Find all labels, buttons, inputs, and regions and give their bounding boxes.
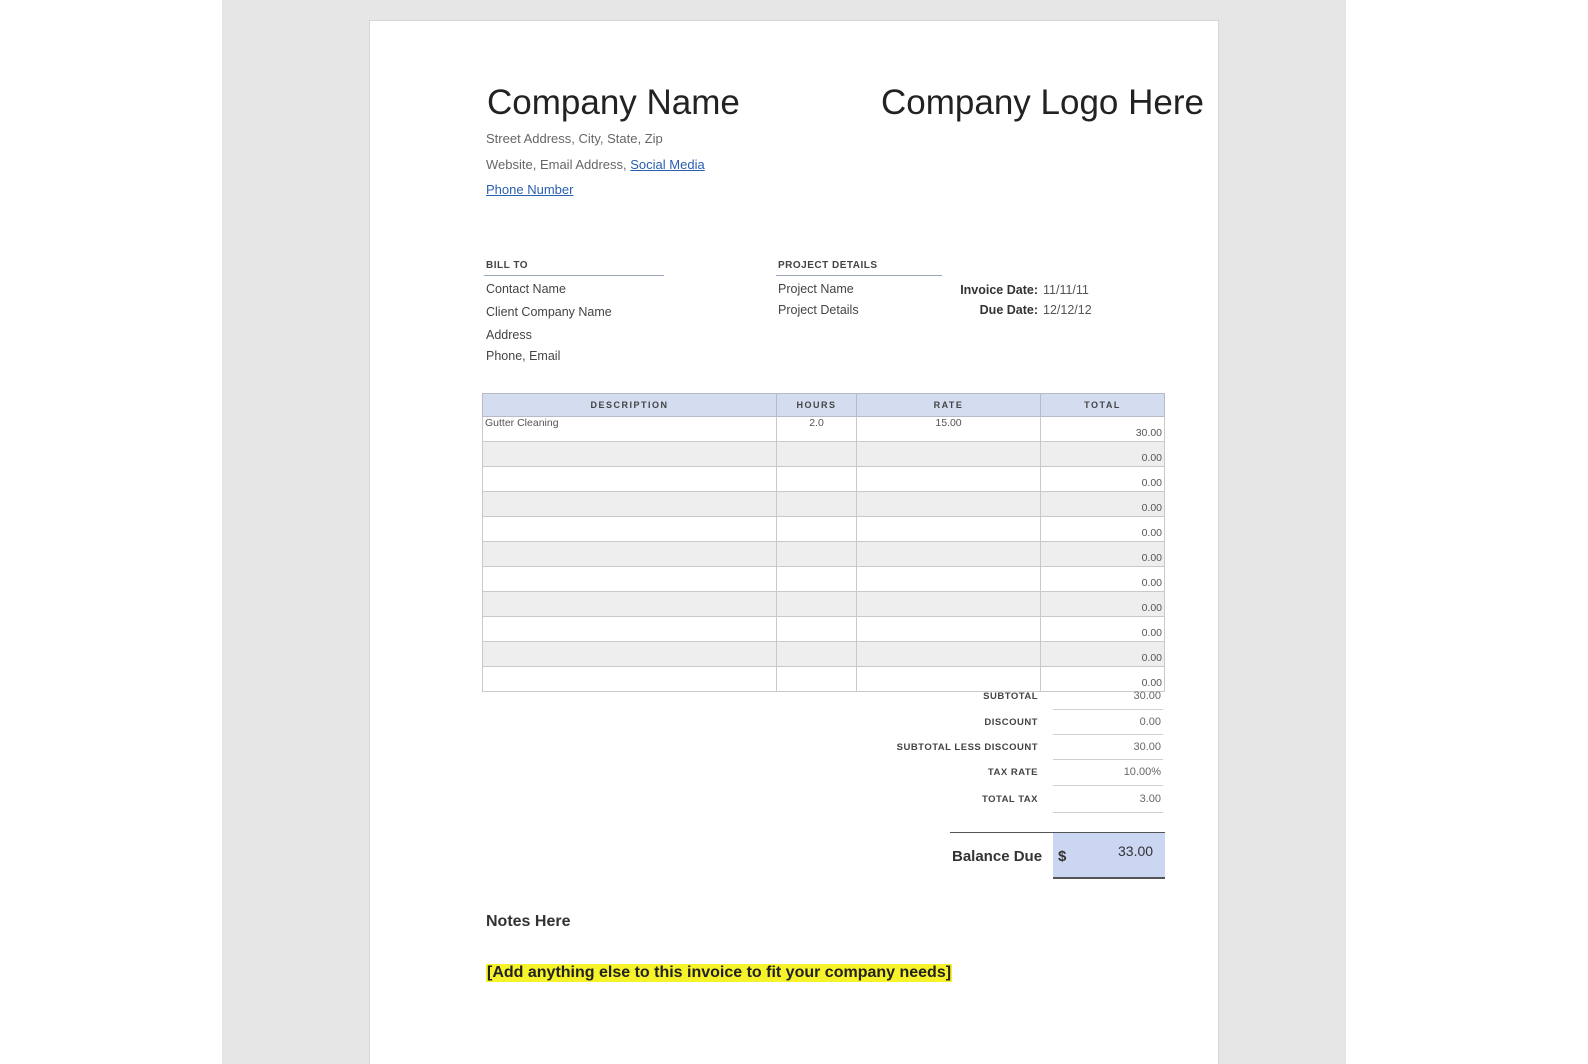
cell-total: 0.00 bbox=[1041, 542, 1165, 567]
subtotal-label: SUBTOTAL bbox=[983, 691, 1038, 702]
cell-hours[interactable] bbox=[777, 592, 857, 617]
cell-description[interactable]: Gutter Cleaning bbox=[483, 417, 777, 442]
discount-label: DISCOUNT bbox=[984, 717, 1038, 728]
company-name: Company Name bbox=[487, 83, 740, 122]
subtotal-rule bbox=[1053, 709, 1163, 710]
cell-total: 0.00 bbox=[1041, 567, 1165, 592]
balance-currency-symbol: $ bbox=[1058, 848, 1067, 865]
table-header-row bbox=[483, 394, 1165, 417]
cell-description[interactable] bbox=[483, 642, 777, 667]
project-details: Project Details bbox=[778, 303, 859, 317]
cell-rate[interactable] bbox=[857, 592, 1041, 617]
table-row bbox=[483, 492, 1165, 517]
cell-description[interactable] bbox=[483, 592, 777, 617]
cell-description[interactable] bbox=[483, 567, 777, 592]
bill-to-heading: BILL TO bbox=[486, 260, 529, 271]
cell-rate[interactable] bbox=[857, 442, 1041, 467]
cell-total: 0.00 bbox=[1041, 442, 1165, 467]
subtotal-less-rule bbox=[1053, 759, 1163, 760]
cell-description[interactable] bbox=[483, 492, 777, 517]
total-tax-label: TOTAL TAX bbox=[981, 794, 1038, 805]
phone-number-link[interactable]: Phone Number bbox=[486, 182, 574, 197]
cell-description[interactable] bbox=[483, 617, 777, 642]
invoice-date-label: Invoice Date: bbox=[960, 283, 1038, 297]
cell-hours[interactable] bbox=[777, 567, 857, 592]
cell-rate[interactable]: 15.00 bbox=[857, 417, 1041, 442]
cell-description[interactable] bbox=[483, 467, 777, 492]
invoice-page bbox=[369, 20, 1219, 1064]
table-row bbox=[483, 542, 1165, 567]
table-row bbox=[483, 567, 1165, 592]
cell-hours[interactable] bbox=[777, 617, 857, 642]
cell-hours[interactable] bbox=[777, 442, 857, 467]
document-viewer bbox=[222, 0, 1346, 1064]
cell-hours[interactable] bbox=[777, 667, 857, 692]
cell-total: 0.00 bbox=[1041, 667, 1165, 692]
line-items-table bbox=[482, 393, 1165, 692]
bill-to-company: Client Company Name bbox=[486, 305, 612, 319]
cell-total: 0.00 bbox=[1041, 642, 1165, 667]
project-details-divider bbox=[776, 275, 942, 276]
cell-hours[interactable] bbox=[777, 492, 857, 517]
invoice-date-value: 11/11/11 bbox=[1043, 283, 1089, 297]
balance-due-amount: 33.00 bbox=[1118, 843, 1154, 859]
cell-total: 0.00 bbox=[1041, 517, 1165, 542]
cell-rate[interactable] bbox=[857, 517, 1041, 542]
column-header-description: DESCRIPTION bbox=[483, 394, 777, 417]
column-header-total: TOTAL bbox=[1041, 394, 1165, 417]
cell-description[interactable] bbox=[483, 542, 777, 567]
tax-rate-label: TAX RATE bbox=[987, 767, 1038, 778]
balance-due-label: Balance Due bbox=[952, 848, 1043, 865]
table-row bbox=[483, 667, 1165, 692]
company-contact-line bbox=[486, 157, 705, 172]
table-row bbox=[483, 617, 1165, 642]
bill-to-contact: Contact Name bbox=[486, 282, 566, 296]
table-row bbox=[483, 642, 1165, 667]
cell-hours[interactable] bbox=[777, 542, 857, 567]
notes-placeholder[interactable]: [Add anything else to this invoice to fit your company needs] bbox=[487, 964, 952, 981]
cell-total: 0.00 bbox=[1041, 492, 1165, 517]
cell-rate[interactable] bbox=[857, 617, 1041, 642]
cell-hours[interactable] bbox=[777, 517, 857, 542]
cell-description[interactable] bbox=[483, 442, 777, 467]
bill-to-address: Address bbox=[486, 328, 532, 342]
total-tax-value: 3.00 bbox=[1139, 793, 1161, 805]
cell-hours[interactable]: 2.0 bbox=[777, 417, 857, 442]
cell-rate[interactable] bbox=[857, 542, 1041, 567]
subtotal-value: 30.00 bbox=[1133, 690, 1161, 702]
bill-to-divider bbox=[484, 275, 664, 276]
discount-rule bbox=[1053, 734, 1163, 735]
column-header-rate: RATE bbox=[857, 394, 1041, 417]
tax-rate-value[interactable]: 10.00% bbox=[1123, 766, 1161, 778]
company-logo-placeholder: Company Logo Here bbox=[881, 83, 1204, 122]
cell-description[interactable] bbox=[483, 667, 777, 692]
due-date-value: 12/12/12 bbox=[1043, 303, 1092, 317]
column-header-hours: HOURS bbox=[777, 394, 857, 417]
subtotal-less-discount-value: 30.00 bbox=[1133, 741, 1161, 753]
cell-rate[interactable] bbox=[857, 642, 1041, 667]
project-name: Project Name bbox=[778, 282, 854, 296]
company-phone-line bbox=[486, 182, 573, 197]
social-media-link[interactable]: Social Media bbox=[630, 157, 705, 172]
cell-hours[interactable] bbox=[777, 467, 857, 492]
cell-total: 0.00 bbox=[1041, 592, 1165, 617]
tax-rate-rule bbox=[1053, 785, 1163, 786]
project-details-heading: PROJECT DETAILS bbox=[778, 260, 878, 271]
cell-rate[interactable] bbox=[857, 467, 1041, 492]
total-tax-rule bbox=[1053, 812, 1163, 813]
cell-rate[interactable] bbox=[857, 667, 1041, 692]
cell-total: 30.00 bbox=[1041, 417, 1165, 442]
cell-rate[interactable] bbox=[857, 492, 1041, 517]
table-row bbox=[483, 417, 1165, 442]
cell-total: 0.00 bbox=[1041, 467, 1165, 492]
table-row bbox=[483, 467, 1165, 492]
cell-description[interactable] bbox=[483, 517, 777, 542]
contact-prefix: Website, Email Address, bbox=[486, 157, 631, 172]
cell-hours[interactable] bbox=[777, 642, 857, 667]
cell-total: 0.00 bbox=[1041, 617, 1165, 642]
table-row bbox=[483, 592, 1165, 617]
subtotal-less-discount-label: SUBTOTAL LESS DISCOUNT bbox=[896, 742, 1038, 753]
company-address: Street Address, City, State, Zip bbox=[486, 131, 663, 146]
table-row bbox=[483, 517, 1165, 542]
cell-rate[interactable] bbox=[857, 567, 1041, 592]
bill-to-phone-email: Phone, Email bbox=[486, 349, 561, 363]
table-row bbox=[483, 442, 1165, 467]
notes-heading: Notes Here bbox=[486, 913, 571, 930]
due-date-label: Due Date: bbox=[979, 303, 1038, 317]
discount-value[interactable]: 0.00 bbox=[1139, 716, 1161, 728]
